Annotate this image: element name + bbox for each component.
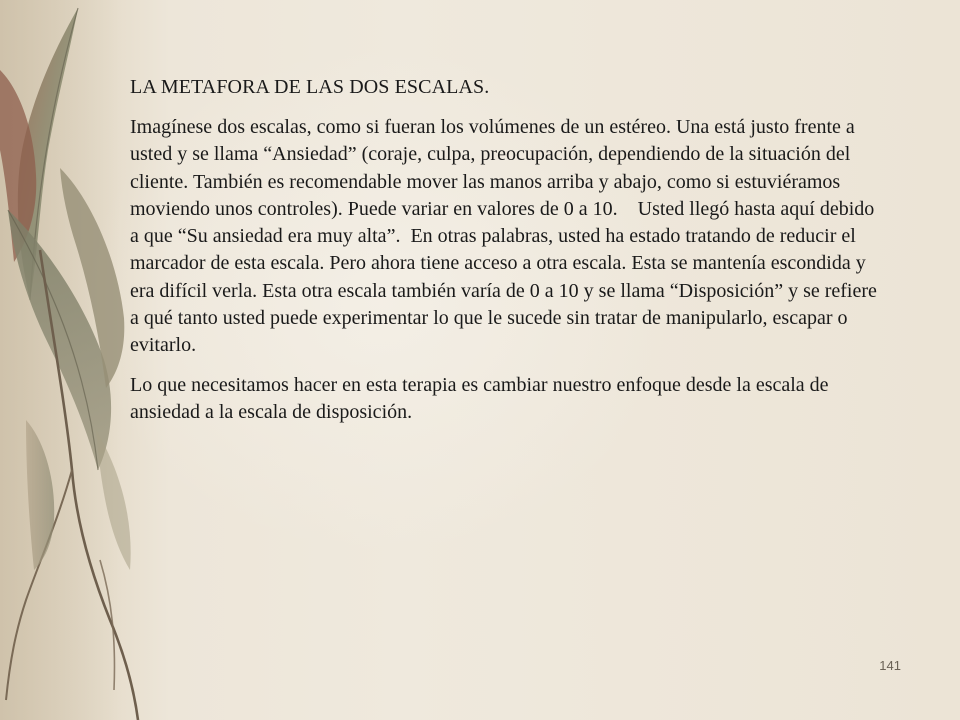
slide-title: LA METAFORA DE LAS DOS ESCALAS. xyxy=(130,76,490,98)
slide-content xyxy=(130,72,880,438)
paragraph-body-2: Lo que necesitamos hacer en esta terapia es cambiar nuestro enfoque desde la escala de ansiedad a la escala de disposición. xyxy=(130,373,834,423)
page-number: 141 xyxy=(879,658,901,673)
paragraph-body-1: Imagínese dos escalas, como si fueran los volúmenes de un estéreo. Una está justo frente a usted y se llama “Ansiedad” (coraje, culpa, preocupación, dependiendo de la situación del cliente. También es recomendable mover las manos arriba y abajo, como si estuviéramos moviendo unos controles). Puede variar en valores de 0 a 10. Usted llegó hasta aquí debido a que “Su ansiedad era muy alta”. En otras palabras, usted ha estado tratando de reducir el marcador de esta escala. Pero ahora tiene acceso a otra escala. Esta se mantenía escondida y era difícil verla. Esta otra escala también varía de 0 a 10 y se llama “Disposición” y se refiere a qué tanto usted puede experimentar lo que le sucede sin tratar de manipularlo, escapar o evitarlo. xyxy=(130,116,882,357)
